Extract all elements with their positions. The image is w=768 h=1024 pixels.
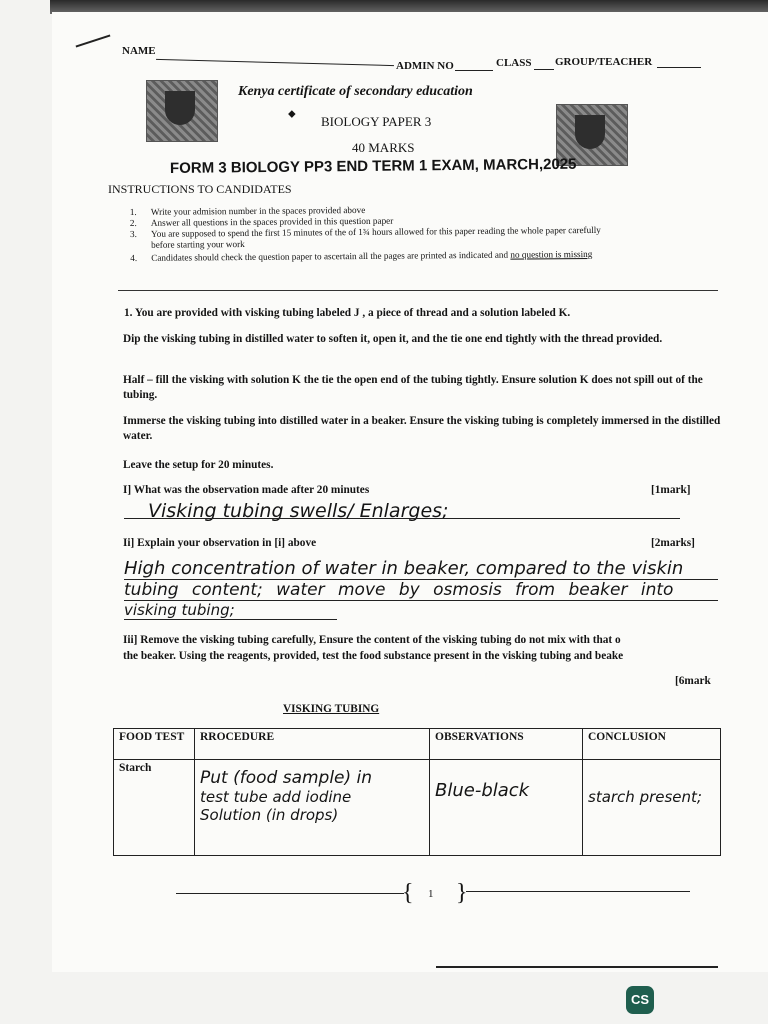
conclusion-text: starch present;	[588, 788, 702, 806]
cell-conclusion[interactable]	[583, 760, 721, 856]
bottom-rule	[436, 966, 718, 968]
q1-intro: 1. You are provided with visking tubing labeled J , a piece of thread and a solution labeled K.	[124, 307, 571, 319]
kcse-title: Kenya certificate of secondary education	[238, 84, 473, 99]
table-row	[114, 760, 721, 856]
header-conclusion: CONCLUSION	[583, 729, 721, 760]
footer-line-right	[466, 891, 690, 892]
q1-part-i-marks: [1mark]	[651, 484, 691, 496]
paper-marks: 40 MARKS	[352, 140, 415, 155]
q1-step-wait: Leave the setup for 20 minutes.	[123, 459, 274, 471]
results-table	[113, 728, 721, 856]
header-procedure: RROCEDURE	[195, 729, 430, 760]
q1-step-dip: Dip the visking tubing in distilled water to soften it, open it, and the tie one end tightly with the thread provided.	[123, 333, 663, 345]
instruction-item: 2. Answer all questions in the spaces provided in this question paper	[129, 215, 394, 229]
q1-part-iii-line-1: Iii] Remove the visking tubing carefully, Ensure the content of the visking tubing do not mix with that o	[123, 634, 621, 646]
footer-brace-left: {	[402, 880, 414, 906]
answer-ii-line-3[interactable]: visking tubing;	[124, 601, 337, 620]
admin-label: ADMIN NO	[396, 60, 454, 72]
answer-ii-line-1[interactable]: High concentration of water in beaker, compared to the viskin	[124, 558, 718, 580]
table-header-row	[114, 729, 721, 760]
procedure-line-2: test tube add iodine	[200, 788, 352, 806]
q1-part-i: I] What was the observation made after 20 minutes	[123, 484, 370, 496]
cell-food-test: Starch	[114, 760, 195, 856]
admin-field[interactable]	[455, 70, 493, 71]
name-label: NAME	[122, 45, 156, 57]
q1-part-ii-marks: [2marks]	[651, 537, 695, 549]
camscanner-badge: CS	[626, 986, 654, 1014]
answer-i[interactable]: Visking tubing swells/ Enlarges;	[148, 500, 449, 522]
footer-line-left	[176, 893, 404, 894]
header-observations: OBSERVATIONS	[430, 729, 583, 760]
q1-part-iii-marks: [6mark	[675, 675, 711, 687]
table-title: VISKING TUBING	[283, 703, 380, 715]
answer-i-line	[124, 518, 680, 519]
footer-brace-right: }	[456, 880, 468, 906]
cell-observation[interactable]	[430, 760, 583, 856]
instruction-item: 1. Write your admision number in the spaces provided above	[129, 204, 366, 218]
q1-part-iii-line-2: the beaker. Using the reagents, provided, test the food substance present in the visking tubing and beake	[123, 650, 624, 662]
observation-text: Blue-black	[435, 780, 530, 801]
instruction-item: 3. You are supposed to spend the first 15 minutes of the of 1¾ hours allowed for this paper reading the whole paper carefully	[129, 224, 601, 239]
exam-title: FORM 3 BIOLOGY PP3 END TERM 1 EXAM, MARCH,2025	[169, 155, 577, 177]
procedure-line-3: Solution (in drops)	[200, 806, 339, 824]
header-food-test: FOOD TEST	[114, 729, 195, 760]
answer-ii-line-2[interactable]: tubing content; water move by osmosis from beaker into	[124, 580, 718, 601]
class-field[interactable]	[534, 69, 554, 70]
class-label: CLASS	[496, 57, 532, 69]
school-crest-left	[146, 80, 218, 142]
section-divider	[118, 290, 718, 291]
procedure-line-1: Put (food sample) in	[200, 768, 373, 788]
page-number: 1	[428, 888, 434, 900]
instruction-item: 4. Candidates should check the question paper to ascertain all the pages are printed as indicated and no question is missing	[130, 248, 593, 263]
cell-procedure[interactable]	[195, 760, 430, 856]
instructions-list	[130, 203, 601, 264]
instructions-heading: INSTRUCTIONS TO CANDIDATES	[108, 182, 292, 196]
q1-step-immerse: Immerse the visking tubing into distilled water in a beaker. Ensure the visking tubing is completely immersed in the distilled water.	[123, 415, 721, 442]
group-field[interactable]	[657, 67, 701, 68]
paper-name: BIOLOGY PAPER 3	[321, 114, 432, 129]
instruction-item: before starting your work	[151, 238, 245, 250]
q1-step-fill: Half – fill the visking with solution K the tie the open end of the tubing tightly. Ensure solution K does not spill out of the tubing.	[123, 374, 703, 401]
cursor-mark: ⬥	[288, 108, 296, 120]
q1-part-ii: Ii] Explain your observation in [i] above	[123, 537, 317, 549]
group-label: GROUP/TEACHER	[555, 56, 653, 68]
